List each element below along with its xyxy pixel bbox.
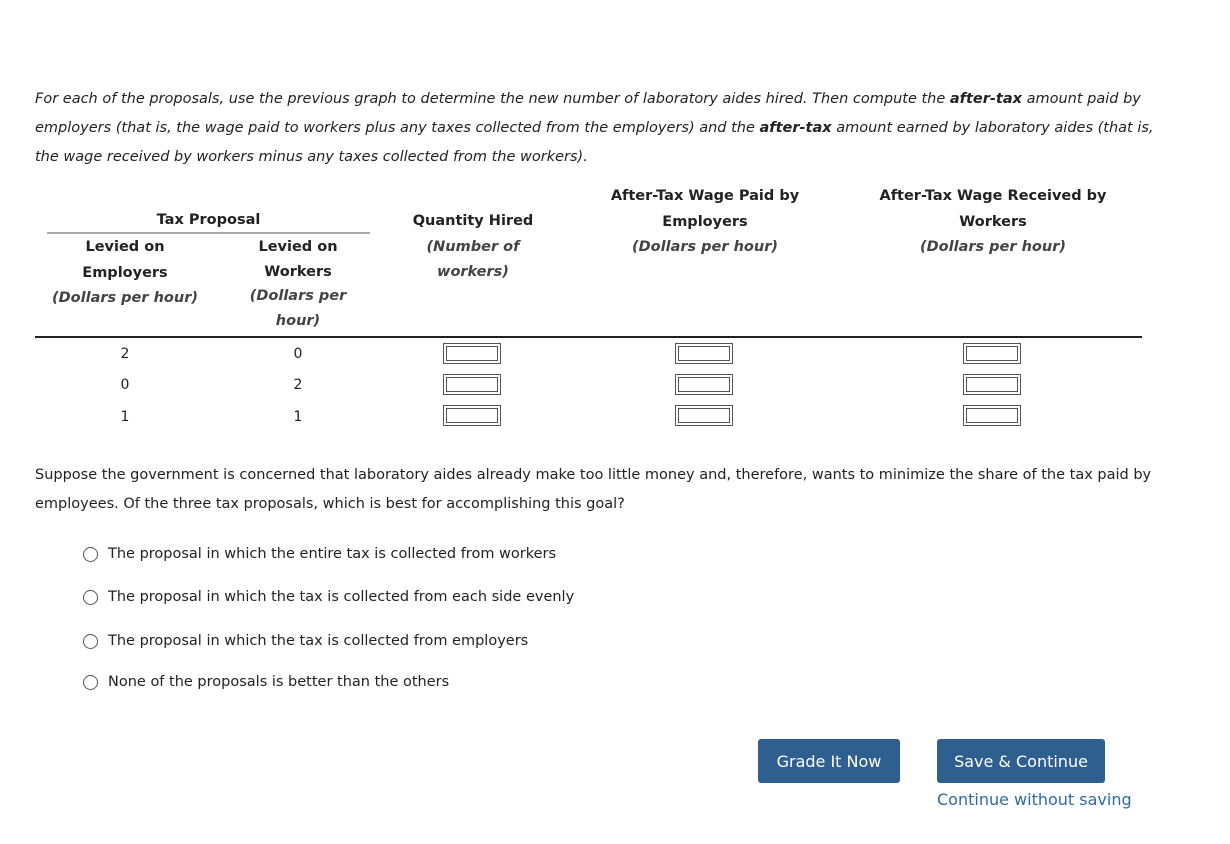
- header-unit: (Number of: [426, 238, 520, 255]
- option-label: The proposal in which the entire tax is collected from workers: [108, 546, 557, 562]
- header-unit: (Dollars per hour): [52, 290, 198, 306]
- workers-levy-header: [238, 235, 358, 333]
- header-text: Workers: [959, 213, 1027, 230]
- instructions-text: For each of the proposals, use the previous graph to determine the new number of laboratory aides hired. Then compute the: [35, 91, 950, 107]
- radio-button[interactable]: [83, 547, 98, 562]
- row2-wage-received-input[interactable]: [963, 374, 1021, 395]
- header-text: After-Tax Wage Received by: [879, 188, 1107, 204]
- radio-button[interactable]: [83, 634, 98, 649]
- continue-without-saving-link[interactable]: Continue without saving: [937, 790, 1132, 809]
- row2-employers-value: 0: [120, 377, 130, 393]
- row3-employers-value: 1: [120, 409, 130, 425]
- wage-paid-header: [590, 184, 820, 261]
- row3-quantity-input[interactable]: [443, 405, 501, 426]
- grade-it-now-button[interactable]: Grade It Now: [758, 739, 900, 783]
- header-unit: workers): [437, 264, 509, 280]
- row2-wage-paid-input[interactable]: [675, 374, 733, 395]
- employers-levy-header: [45, 235, 205, 312]
- table-header-rule: [35, 336, 1142, 338]
- option-employers[interactable]: [83, 633, 528, 649]
- row3-wage-paid-input[interactable]: [675, 405, 733, 426]
- option-label: None of the proposals is better than the others: [108, 674, 450, 690]
- option-label: The proposal in which the tax is collected from employers: [108, 633, 529, 649]
- header-unit: (Dollars per hour): [920, 239, 1066, 255]
- row1-wage-paid-input[interactable]: [675, 343, 733, 364]
- row1-employers-value: 2: [120, 346, 130, 362]
- row3-wage-received-input[interactable]: [963, 405, 1021, 426]
- row2-workers-value: 2: [293, 377, 303, 393]
- wage-received-header: [863, 184, 1123, 261]
- option-evenly[interactable]: [83, 589, 574, 605]
- header-text: After-Tax Wage Paid by: [610, 188, 800, 204]
- instructions-text: amount earned by laboratory aides (that is, the wage received by workers minus any taxes collected from the workers).: [35, 120, 1154, 165]
- row1-quantity-input[interactable]: [443, 343, 501, 364]
- header-unit: hour): [275, 312, 321, 329]
- radio-button[interactable]: [83, 675, 98, 690]
- row1-workers-value: 0: [293, 346, 303, 362]
- quantity-hired-header: [393, 209, 553, 286]
- tax-proposal-header: Tax Proposal: [156, 212, 261, 228]
- header-text: Levied on: [85, 239, 165, 255]
- row1-wage-received-input[interactable]: [963, 343, 1021, 364]
- header-unit: (Dollars per hour): [632, 239, 778, 255]
- instructions-emphasis: after-tax: [949, 91, 1022, 107]
- instructions-emphasis: after-tax: [759, 120, 832, 136]
- instructions: [35, 85, 1155, 172]
- save-continue-button[interactable]: Save & Continue: [937, 739, 1105, 783]
- header-unit: (Dollars per: [249, 288, 347, 304]
- radio-button[interactable]: [83, 590, 98, 605]
- option-none[interactable]: [83, 674, 449, 690]
- header-text: Workers: [264, 263, 332, 280]
- header-text: Employers: [82, 264, 168, 281]
- row3-workers-value: 1: [293, 409, 303, 425]
- header-text: Quantity Hired: [412, 213, 534, 229]
- row2-quantity-input[interactable]: [443, 374, 501, 395]
- header-text: Employers: [662, 213, 748, 230]
- header-text: Levied on: [258, 239, 338, 255]
- header-divider: [47, 232, 370, 234]
- question-text: Suppose the government is concerned that laboratory aides already make too little money and, therefore, wants to minimize the share of the tax paid by employees. Of the three tax proposals, which is best for accomplishing this goal?: [35, 467, 1152, 512]
- option-label: The proposal in which the tax is collected from each side evenly: [108, 589, 575, 605]
- option-workers[interactable]: [83, 546, 556, 562]
- instructions-text: amount paid by employers (that is, the wage paid to workers plus any taxes collected from the employers) and the: [35, 91, 1141, 136]
